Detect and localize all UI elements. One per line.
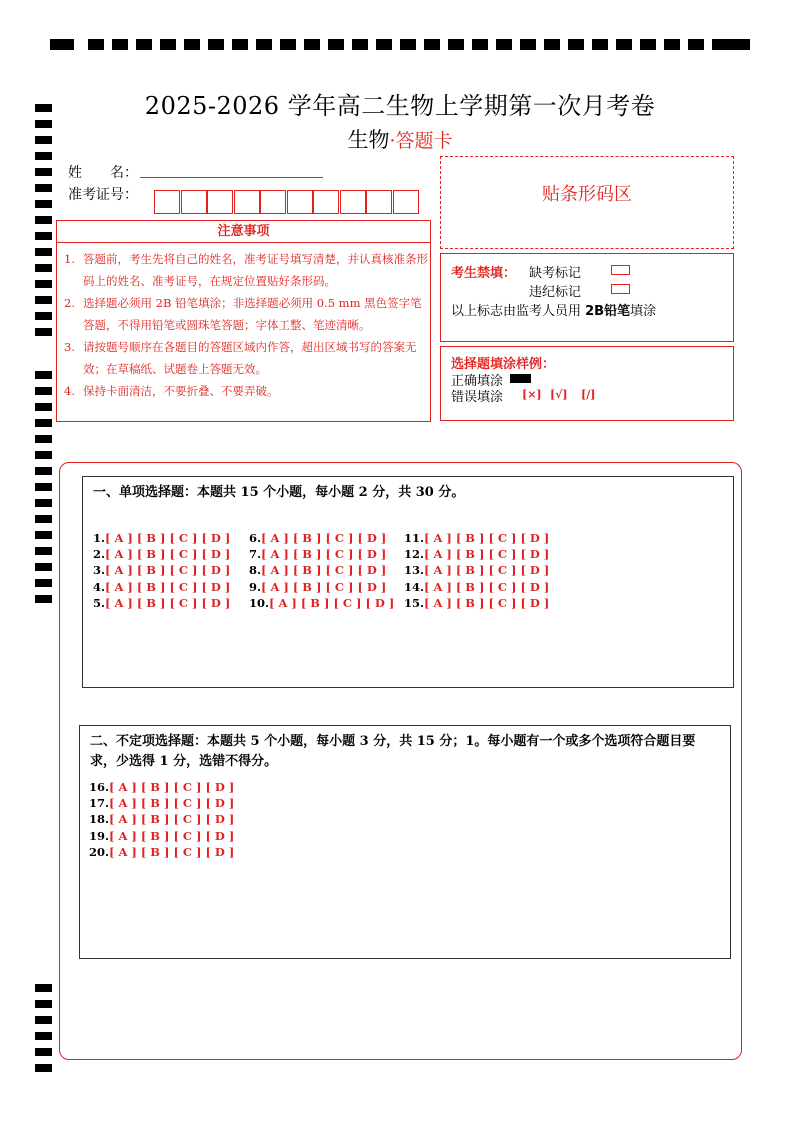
question-number: 20.: [89, 844, 110, 859]
question-number: 8.: [249, 563, 262, 578]
question-option-row[interactable]: [404, 580, 549, 594]
timing-mark: [728, 39, 750, 50]
notice-item-number: 1.: [64, 252, 75, 266]
question-number: 19.: [89, 828, 110, 843]
wrong-mark-slash: [/]: [581, 388, 596, 401]
timing-mark: [88, 39, 104, 50]
notice-item-text: 请按题号顺序在各题目的答题区域内作答，超出区域书写的答案无效；在草稿纸、试题卷上答题无效。: [83, 340, 417, 376]
notice-item: [64, 380, 428, 402]
exam-id-digit-box[interactable]: [340, 190, 366, 214]
timing-mark: [35, 280, 52, 288]
notice-item: [64, 336, 428, 380]
correct-fill-sample-mark: [510, 374, 531, 383]
timing-mark: [35, 387, 52, 395]
section1-heading: 一、单项选择题：本题共 15 个小题，每小题 2 分，共 30 分。: [93, 485, 465, 500]
question-number: 5.: [93, 595, 106, 610]
question-number: 11.: [404, 531, 425, 545]
question-option-row[interactable]: [89, 780, 234, 794]
answer-choices[interactable]: [ A ] [ B ] [ C ] [ D ]: [109, 844, 235, 859]
timing-mark: [35, 403, 52, 411]
question-option-row[interactable]: [249, 563, 386, 577]
question-number: 4.: [93, 579, 106, 594]
timing-mark: [35, 1048, 52, 1056]
question-option-row[interactable]: [89, 829, 234, 843]
question-number: 10.: [249, 595, 270, 610]
absent-mark-label: 缺考标记: [529, 266, 582, 281]
timing-mark: [35, 984, 52, 992]
question-option-row[interactable]: [249, 596, 394, 610]
timing-mark: [544, 39, 560, 50]
timing-mark: [35, 1064, 52, 1072]
notice-list: [64, 248, 428, 402]
timing-mark: [712, 39, 728, 50]
question-number: 6.: [249, 531, 262, 545]
timing-mark: [664, 39, 680, 50]
section2-heading-line1: 二、不定项选择题：本题共 5 个小题，每小题 3 分，共 15 分；1。每小题有一个或多个选项符合题目要: [90, 734, 696, 749]
notice-item-number: 2.: [64, 296, 75, 310]
question-option-row[interactable]: [249, 580, 386, 594]
timing-mark: [352, 39, 368, 50]
exam-id-digit-box[interactable]: [287, 190, 313, 214]
timing-mark: [35, 232, 52, 240]
timing-mark: [640, 39, 656, 50]
question-number: 14.: [404, 579, 425, 594]
prohibited-note: [451, 300, 656, 319]
prohibited-note-prefix: 以上标志由监考人员用: [451, 304, 586, 319]
timing-mark: [35, 168, 52, 176]
prohibited-note-suffix: 填涂: [630, 304, 657, 319]
answer-choices[interactable]: [ A ] [ B ] [ C ] [ D ]: [424, 547, 550, 562]
timing-mark: [688, 39, 704, 50]
notice-item: [64, 248, 428, 292]
answer-choices[interactable]: [ A ] [ B ] [ C ] [ D ]: [424, 563, 550, 578]
timing-mark: [448, 39, 464, 50]
timing-mark: [472, 39, 488, 50]
violation-mark-label: 违纪标记: [529, 285, 582, 300]
timing-mark: [35, 563, 52, 571]
timing-mark: [35, 547, 52, 555]
answer-choices[interactable]: [ A ] [ B ] [ C ] [ D ]: [105, 547, 231, 562]
notice-item-number: 4.: [64, 384, 75, 398]
question-option-row[interactable]: [404, 547, 549, 561]
question-option-row[interactable]: [89, 812, 234, 826]
timing-mark: [376, 39, 392, 50]
timing-mark: [328, 39, 344, 50]
exam-id-digit-box[interactable]: [313, 190, 339, 214]
notice-item-text: 答题前，考生先将自己的姓名，准考证号填写清楚，并认真核准条形码上的姓名、准考证号，在规定位置贴好条形码。: [83, 252, 428, 288]
barcode-label: 贴条形码区: [542, 184, 632, 205]
answer-choices[interactable]: [ A ] [ B ] [ C ] [ D ]: [109, 828, 235, 843]
question-number: 2.: [93, 547, 106, 562]
subtitle-separator: ·: [389, 130, 396, 152]
question-option-row[interactable]: [93, 596, 230, 610]
timing-mark: [304, 39, 320, 50]
answer-choices[interactable]: [ A ] [ B ] [ C ] [ D ]: [261, 579, 387, 594]
exam-id-label: 准考证号：: [68, 187, 138, 203]
subject-name: 生物: [347, 128, 390, 152]
timing-mark: [35, 200, 52, 208]
question-number: 13.: [404, 563, 425, 578]
fill-sample-title: 选择题填涂样例：: [451, 357, 556, 372]
answer-choices[interactable]: [ A ] [ B ] [ C ] [ D ]: [109, 780, 235, 794]
question-number: 18.: [89, 812, 110, 827]
prohibited-note-bold: 2B铅笔: [585, 304, 631, 319]
timing-mark: [35, 483, 52, 491]
question-option-row[interactable]: [93, 580, 230, 594]
answer-choices[interactable]: [ A ] [ B ] [ C ] [ D ]: [105, 531, 231, 545]
question-number: 9.: [249, 579, 262, 594]
timing-mark: [50, 39, 74, 50]
answer-choices[interactable]: [ A ] [ B ] [ C ] [ D ]: [109, 796, 235, 811]
question-option-row[interactable]: [93, 547, 230, 561]
exam-id-digit-box[interactable]: [260, 190, 286, 214]
timing-mark: [35, 312, 52, 320]
answer-choices[interactable]: [ A ] [ B ] [ C ] [ D ]: [261, 531, 387, 545]
exam-id-digit-box[interactable]: [181, 190, 207, 214]
violation-mark-box[interactable]: [611, 284, 630, 294]
answer-choices[interactable]: [ A ] [ B ] [ C ] [ D ]: [105, 579, 231, 594]
notice-item-number: 3.: [64, 340, 75, 354]
timing-mark: [568, 39, 584, 50]
notice-title: 注意事项: [57, 221, 430, 243]
timing-mark: [136, 39, 152, 50]
timing-mark: [35, 264, 52, 272]
timing-mark: [160, 39, 176, 50]
timing-mark: [35, 248, 52, 256]
timing-mark: [35, 216, 52, 224]
timing-mark: [35, 419, 52, 427]
section2-heading-line2: 求，少选得 1 分，选错不得分。: [90, 754, 278, 769]
timing-mark: [35, 296, 52, 304]
timing-mark: [592, 39, 608, 50]
exam-id-digit-box[interactable]: [366, 190, 392, 214]
timing-mark: [496, 39, 512, 50]
answer-choices[interactable]: [ A ] [ B ] [ C ] [ D ]: [109, 812, 235, 827]
correct-fill-label: 正确填涂: [451, 374, 504, 389]
timing-mark: [35, 531, 52, 539]
question-option-row[interactable]: [404, 563, 549, 577]
exam-id-digit-box[interactable]: [234, 190, 260, 214]
timing-mark: [35, 435, 52, 443]
question-option-row[interactable]: [93, 563, 230, 577]
question-number: 7.: [249, 547, 262, 562]
timing-mark: [424, 39, 440, 50]
timing-mark: [35, 1016, 52, 1024]
answer-choices[interactable]: [ A ] [ B ] [ C ] [ D ]: [261, 547, 387, 562]
question-number: 1.: [93, 531, 106, 545]
timing-mark: [35, 499, 52, 507]
question-option-row[interactable]: [93, 531, 230, 545]
timing-mark: [280, 39, 296, 50]
timing-mark: [35, 579, 52, 587]
answer-card-label: 答题卡: [395, 130, 453, 152]
timing-mark: [35, 515, 52, 523]
timing-mark: [112, 39, 128, 50]
question-option-row[interactable]: [404, 596, 549, 610]
timing-mark: [184, 39, 200, 50]
name-label: 姓 名：: [68, 165, 138, 181]
notice-item: [64, 292, 428, 336]
question-number: 3.: [93, 563, 106, 578]
notice-item-text: 选择题必须用 2B 铅笔填涂；非选择题必须用 0.5 mm 黑色签字笔答题，不得用铅笔或圆珠笔答题；字体工整、笔迹清晰。: [83, 296, 422, 332]
question-number: 12.: [404, 547, 425, 562]
answer-choices[interactable]: [ A ] [ B ] [ C ] [ D ]: [261, 563, 387, 578]
page-subtitle: [0, 124, 800, 154]
question-option-row[interactable]: [89, 796, 234, 810]
timing-mark: [35, 451, 52, 459]
wrong-mark-cross: [×]: [522, 388, 542, 401]
page-title: 2025-2026 学年高二生物上学期第一次月考卷: [144, 92, 656, 120]
wrong-fill-label: 错误填涂: [451, 390, 504, 405]
timing-mark: [400, 39, 416, 50]
answer-choices[interactable]: [ A ] [ B ] [ C ] [ D ]: [105, 563, 231, 578]
prohibited-title: 考生禁填：: [451, 266, 517, 281]
timing-mark: [35, 371, 52, 379]
question-option-row[interactable]: [404, 531, 549, 545]
timing-mark: [35, 1032, 52, 1040]
timing-mark: [35, 1000, 52, 1008]
answer-choices[interactable]: [ A ] [ B ] [ C ] [ D ]: [424, 595, 550, 610]
timing-mark: [256, 39, 272, 50]
notice-item-text: 保持卡面清洁，不要折叠、不要弄破。: [83, 384, 279, 398]
timing-mark: [232, 39, 248, 50]
answer-choices[interactable]: [ A ] [ B ] [ C ] [ D ]: [424, 531, 550, 545]
question-option-row[interactable]: [249, 531, 386, 545]
exam-id-digit-box[interactable]: [207, 190, 233, 214]
timing-mark: [520, 39, 536, 50]
answer-choices[interactable]: [ A ] [ B ] [ C ] [ D ]: [269, 595, 395, 610]
answer-choices[interactable]: [ A ] [ B ] [ C ] [ D ]: [424, 579, 550, 594]
timing-mark: [35, 595, 52, 603]
timing-mark: [616, 39, 632, 50]
absent-mark-box[interactable]: [611, 265, 630, 275]
question-number: 15.: [404, 595, 425, 610]
question-number: 17.: [89, 796, 110, 811]
timing-mark: [35, 467, 52, 475]
exam-id-digit-box[interactable]: [154, 190, 180, 214]
question-option-row[interactable]: [89, 845, 234, 859]
answer-choices[interactable]: [ A ] [ B ] [ C ] [ D ]: [105, 595, 231, 610]
timing-mark: [35, 328, 52, 336]
wrong-mark-check: [√]: [550, 388, 568, 401]
exam-id-digit-box[interactable]: [393, 190, 419, 214]
timing-mark: [208, 39, 224, 50]
question-option-row[interactable]: [249, 547, 386, 561]
timing-mark: [35, 184, 52, 192]
question-number: 16.: [89, 780, 110, 794]
name-input-line[interactable]: [140, 177, 323, 178]
